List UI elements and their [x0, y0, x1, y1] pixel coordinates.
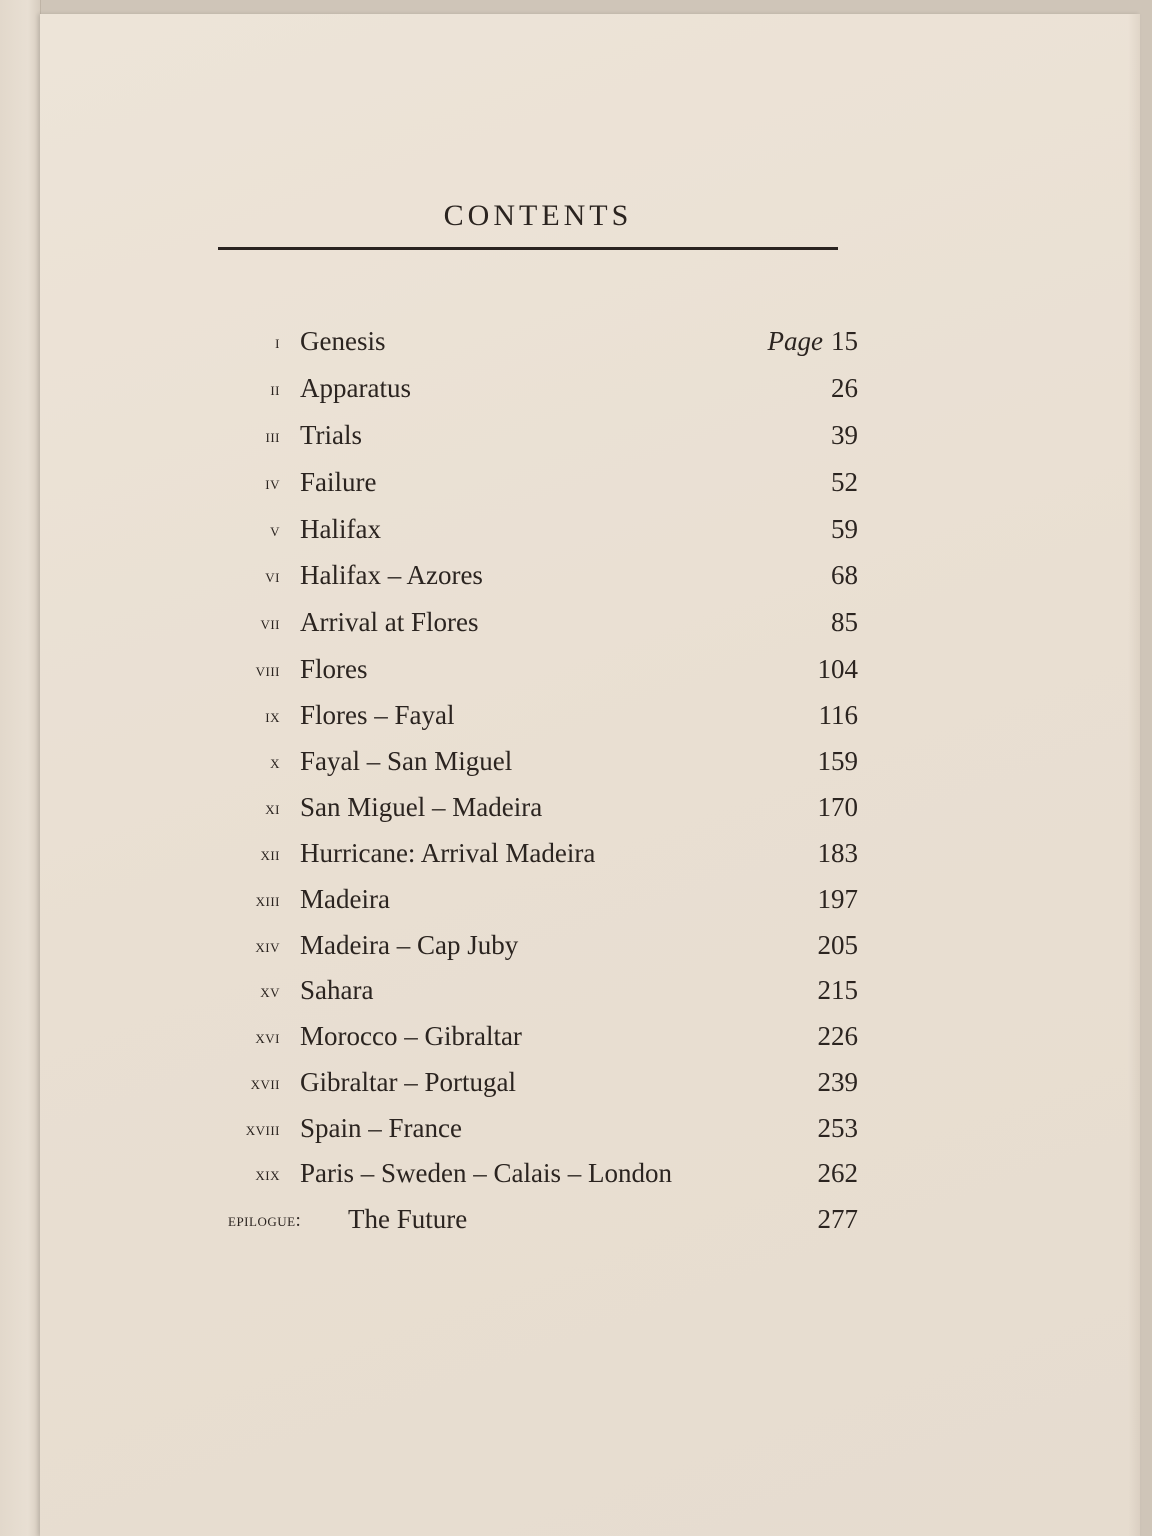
chapter-title: Failure [300, 467, 377, 497]
chapter-page: 239 [817, 1067, 858, 1097]
chapter-number: x [270, 752, 280, 773]
chapter-page: 170 [817, 792, 858, 822]
chapter-title: Morocco – Gibraltar [300, 1021, 522, 1051]
chapter-page: 183 [817, 838, 858, 868]
chapter-page [768, 326, 858, 357]
chapter-number: i [275, 332, 280, 353]
chapter-number: xv [260, 981, 280, 1002]
chapter-title: Fayal – San Miguel [300, 746, 513, 776]
toc-row [218, 654, 858, 694]
chapter-page: 52 [831, 467, 858, 497]
chapter-title: San Miguel – Madeira [300, 792, 543, 822]
chapter-page: 253 [817, 1113, 858, 1143]
epilogue-page: 277 [817, 1204, 858, 1234]
chapter-number: iv [265, 473, 280, 494]
chapter-page: 197 [817, 884, 858, 914]
chapter-page: 39 [831, 420, 858, 450]
toc-row [218, 326, 858, 366]
toc-row [218, 514, 858, 554]
toc-row [218, 420, 858, 460]
toc-row [218, 930, 858, 970]
chapter-page: 68 [831, 560, 858, 590]
chapter-number: xi [265, 798, 280, 819]
chapter-page: 262 [817, 1158, 858, 1188]
page-label: Page [767, 326, 823, 356]
toc-row [218, 884, 858, 924]
toc-row [218, 1067, 858, 1107]
toc-row [218, 792, 858, 832]
toc-row [218, 560, 858, 600]
chapter-page: 205 [817, 930, 858, 960]
chapter-title: Genesis [300, 326, 386, 356]
chapter-title: Paris – Sweden – Calais – London [300, 1158, 672, 1188]
chapter-title: Apparatus [300, 373, 411, 403]
chapter-number: xii [260, 844, 280, 865]
book-page [40, 14, 1140, 1536]
table-of-contents [40, 14, 1140, 1536]
toc-row [218, 373, 858, 413]
chapter-number: v [270, 520, 280, 541]
chapter-number: xviii [245, 1119, 280, 1140]
chapter-page: 104 [817, 654, 858, 684]
toc-row [218, 467, 858, 507]
toc-row [218, 1021, 858, 1061]
chapter-page: 159 [817, 746, 858, 776]
toc-row [218, 746, 858, 786]
chapter-page: 116 [818, 700, 858, 730]
chapter-title: Trials [300, 420, 363, 450]
chapter-page: 85 [831, 607, 858, 637]
epilogue-label: epilogue: [228, 1210, 302, 1231]
toc-row-epilogue [218, 1204, 858, 1244]
toc-row [218, 975, 858, 1015]
page-number: 15 [831, 326, 858, 356]
chapter-title: Flores – Fayal [300, 700, 455, 730]
chapter-title: Arrival at Flores [300, 607, 479, 637]
chapter-number: iii [265, 426, 280, 447]
chapter-number: ix [265, 706, 280, 727]
chapter-number: xix [255, 1164, 280, 1185]
chapter-number: xiii [255, 890, 280, 911]
epilogue-title: The Future [348, 1204, 468, 1234]
chapter-page: 26 [831, 373, 858, 403]
chapter-title: Halifax [300, 514, 381, 544]
chapter-number: vii [260, 613, 280, 634]
chapter-page: 215 [817, 975, 858, 1005]
toc-row [218, 1158, 858, 1198]
chapter-number: xvi [255, 1027, 280, 1048]
chapter-title: Halifax – Azores [300, 560, 483, 590]
chapter-number: xvii [250, 1073, 280, 1094]
chapter-page: 226 [817, 1021, 858, 1051]
chapter-title: Madeira – Cap Juby [300, 930, 519, 960]
toc-row [218, 700, 858, 740]
contents-heading: CONTENTS [443, 199, 633, 232]
toc-row [218, 1113, 858, 1153]
toc-row [218, 607, 858, 647]
facing-page-edge [0, 0, 41, 1536]
chapter-number: ii [270, 379, 280, 400]
chapter-title: Flores [300, 654, 368, 684]
toc-row [218, 838, 858, 878]
chapter-title: Madeira [300, 884, 390, 914]
chapter-title: Spain – France [300, 1113, 462, 1143]
chapter-title: Gibraltar – Portugal [300, 1067, 516, 1097]
chapter-title: Sahara [300, 975, 374, 1005]
chapter-number: vi [265, 566, 280, 587]
chapter-page: 59 [831, 514, 858, 544]
chapter-number: xiv [255, 936, 280, 957]
chapter-number: viii [255, 660, 280, 681]
chapter-title: Hurricane: Arrival Madeira [300, 838, 596, 868]
